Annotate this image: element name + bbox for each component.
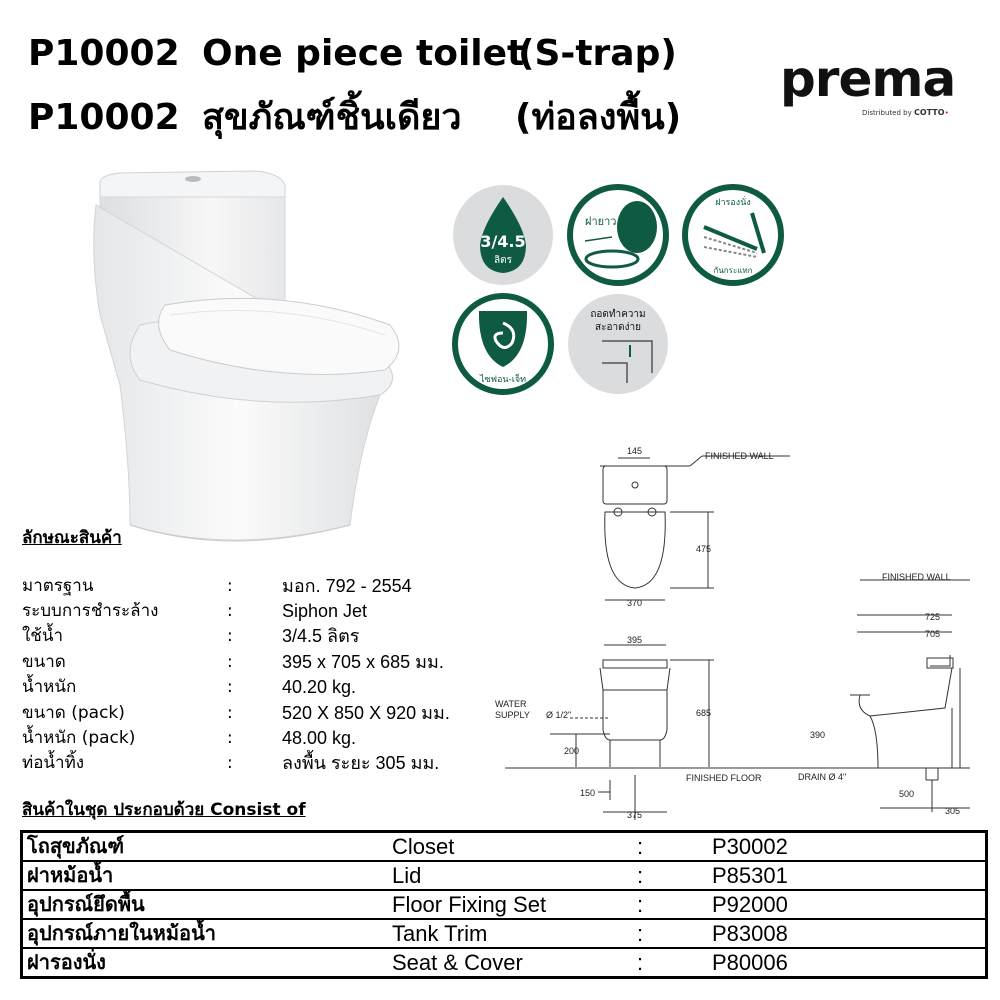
svg-text:ฝารองนั่ง: ฝารองนั่ง bbox=[715, 198, 751, 208]
svg-text:705: 705 bbox=[925, 629, 941, 639]
prema-logo: prema bbox=[780, 50, 956, 108]
table-row: อุปกรณ์ภายในหม้อน้ำ Tank Trim : P83008 bbox=[22, 919, 987, 948]
svg-text:กันกระแทก: กันกระแทก bbox=[713, 266, 753, 275]
svg-text:375: 375 bbox=[627, 810, 643, 820]
svg-text:305: 305 bbox=[945, 806, 961, 816]
svg-text:ไซฟอน-เจ็ท: ไซฟอน-เจ็ท bbox=[479, 375, 527, 385]
svg-text:475: 475 bbox=[696, 544, 712, 554]
svg-text:ฝายาว: ฝายาว bbox=[585, 215, 617, 228]
title-code-th: P10002 bbox=[28, 97, 180, 138]
title-type-th: (ท่อลงพื้น) bbox=[515, 97, 682, 138]
svg-text:FINISHED WALL: FINISHED WALL bbox=[882, 572, 951, 582]
title-name-th: สุขภัณฑ์ชิ้นเดียว bbox=[202, 97, 462, 138]
siphon-jet-badge bbox=[455, 296, 551, 392]
svg-text:145: 145 bbox=[627, 446, 643, 456]
technical-drawing bbox=[490, 440, 990, 820]
title-name-en: One piece toilet bbox=[202, 33, 525, 74]
consist-heading: สินค้าในชุด ประกอบด้วย Consist of bbox=[22, 800, 306, 820]
toilet-product-image bbox=[80, 165, 410, 560]
svg-text:200: 200 bbox=[564, 746, 580, 756]
label-water-supply: WATER bbox=[495, 699, 527, 709]
svg-text:สะอาดง่าย: สะอาดง่าย bbox=[595, 322, 641, 333]
svg-text:370: 370 bbox=[627, 598, 643, 608]
label-finished-floor: FINISHED FLOOR bbox=[686, 773, 762, 783]
feature-icons bbox=[452, 183, 792, 398]
table-row: โถสุขภัณฑ์ Closet : P30002 bbox=[22, 832, 987, 862]
soft-close-badge bbox=[685, 187, 781, 283]
svg-text:685: 685 bbox=[696, 708, 712, 718]
svg-text:ลิตร: ลิตร bbox=[494, 255, 512, 266]
svg-text:725: 725 bbox=[925, 612, 941, 622]
long-seat-badge bbox=[570, 187, 666, 283]
table-row: ฝาหม้อน้ำ Lid : P85301 bbox=[22, 861, 987, 890]
svg-text:500: 500 bbox=[899, 789, 915, 799]
specs-heading: ลักษณะสินค้า bbox=[22, 528, 122, 548]
svg-text:3/4.5: 3/4.5 bbox=[480, 232, 526, 251]
product-title bbox=[0, 0, 760, 140]
parts-table bbox=[20, 830, 988, 979]
svg-text:390: 390 bbox=[810, 730, 826, 740]
logo-distributed-by: Distributed by COTTO• bbox=[862, 108, 949, 117]
svg-text:SUPPLY: SUPPLY bbox=[495, 710, 530, 720]
easy-clean-badge bbox=[568, 294, 668, 394]
label-finished-wall: FINISHED WALL bbox=[705, 451, 774, 461]
svg-text:ถอดทำความ: ถอดทำความ bbox=[590, 309, 646, 320]
label-drain: DRAIN Ø 4" bbox=[798, 772, 847, 782]
svg-text:150: 150 bbox=[580, 788, 596, 798]
title-type-en: (S-trap) bbox=[518, 33, 677, 74]
svg-text:Ø 1/2": Ø 1/2" bbox=[546, 710, 572, 720]
flush-volume-badge bbox=[453, 185, 553, 285]
title-code-en: P10002 bbox=[28, 33, 180, 74]
table-row: อุปกรณ์ยึดพื้น Floor Fixing Set : P92000 bbox=[22, 890, 987, 919]
table-row: ฝารองนั่ง Seat & Cover : P80006 bbox=[22, 948, 987, 978]
svg-text:395: 395 bbox=[627, 635, 643, 645]
